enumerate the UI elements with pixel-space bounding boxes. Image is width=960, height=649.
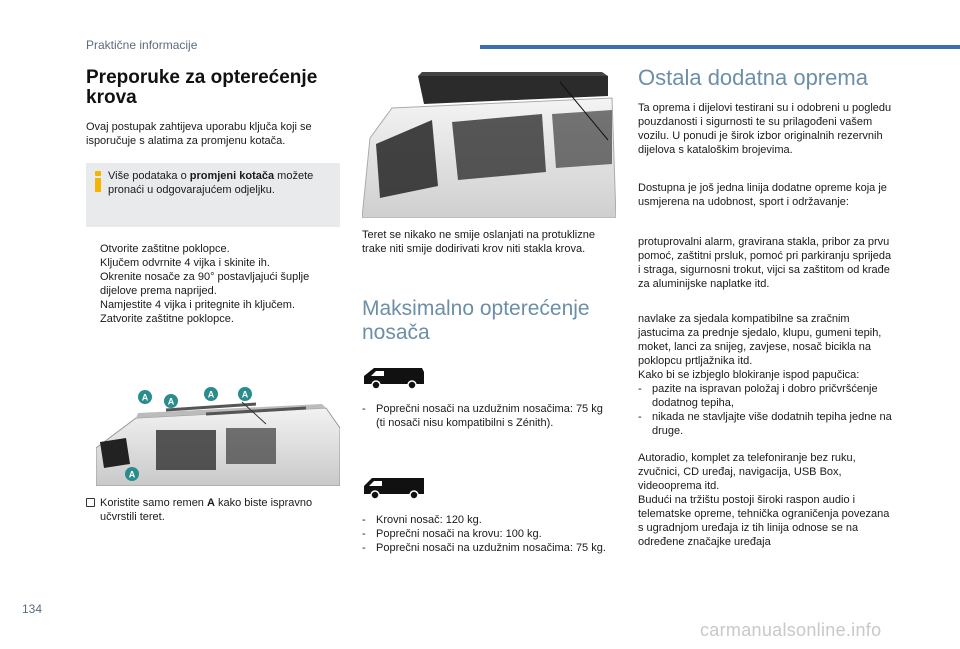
info-link-text: promjeni kotača xyxy=(189,170,275,182)
list-item: - pazite na ispravan položaj i dobro pričvršćenje dodatnog tepiha, xyxy=(638,383,878,409)
van2-load-list xyxy=(362,513,612,555)
accessories-p3: protuprovalni alarm, gravirana stakla, pribor za prvu pomoć, zaštitni prsluk, pomoć pri parkiranju sprijeda i straga, sigurnosni trokut, vijci sa zaštitom od krađe za aluminijske naplatke itd. xyxy=(638,236,892,290)
callout-letter: A xyxy=(128,469,136,480)
info-icon xyxy=(94,171,102,191)
step-item: Zatvorite zaštitne poklopce. xyxy=(100,313,234,325)
strap-note xyxy=(86,496,342,524)
accessories-title: Ostala dodatna oprema xyxy=(638,65,868,90)
callout-letter: A xyxy=(207,389,215,400)
accessories-p2: Dostupna je još jedna linija dodatne opreme koja je usmjerena na udobnost, sport i održavanje: xyxy=(638,182,887,208)
info-text: Više podataka o promjeni kotača možete pronaći u odgovarajućem odjeljku. xyxy=(108,170,314,196)
van1-load-list xyxy=(362,402,612,430)
page-title: Preporuke za opterećenje krova xyxy=(86,67,318,108)
intro-text: Ovaj postupak zahtijeva uporabu ključa koji se isporučuje s alatima za promjenu kotača. xyxy=(86,121,312,147)
checkbox-bullet-icon xyxy=(86,498,95,507)
van-short-icon xyxy=(362,364,426,395)
strap-item: Koristite samo remen A kako biste ispravno učvrstili teret. xyxy=(86,496,342,524)
list-item: - Poprečni nosači na uzdužnim nosačima: 75 kg (ti nosači nisu kompatibilni s Zénith). xyxy=(362,403,603,429)
callout-letter: A xyxy=(141,392,149,403)
step-item: Namjestite 4 vijka i pritegnite ih ključem. xyxy=(100,299,296,311)
list-item: - nikada ne stavljajte više dodatnih tepiha jedne na druge. xyxy=(638,411,892,437)
list-item: - Poprečni nosači na uzdužnim nosačima: 75 kg. xyxy=(362,542,606,554)
max-load-title: Maksimalno opterećenje nosača xyxy=(362,297,590,344)
dash-marker: - xyxy=(362,528,366,540)
callout-letter: A xyxy=(167,396,175,407)
accessories-p5: Autoradio, komplet za telefoniranje bez ruku, zvučnici, CD uređaj, navigacija, USB Box, videooprema itd. Budući na tržištu postoji široki raspon audio i telematske opreme, tehnička ograničenja povezana s ugradnjom uređaja iz tih linija odnose se na određene značajke uređaja xyxy=(638,452,890,548)
dash-marker: - xyxy=(362,514,366,526)
dash-marker: - xyxy=(362,403,366,415)
dash-marker: - xyxy=(638,411,642,423)
list-item: - Krovni nosač: 120 kg. xyxy=(362,514,482,526)
watermark: carmanualsonline.info xyxy=(700,620,882,640)
van-long-icon xyxy=(362,474,426,505)
dash-marker: - xyxy=(362,542,366,554)
accessories-p1: Ta oprema i dijelovi testirani su i odobreni u pogledu pouzdanosti i sigurnosti te su prilagođeni vašem vozilu. U ponudi je širok izbor originalnih rezervnih dijelova s kataloškim brojevima. xyxy=(638,102,892,156)
mat-warning-list xyxy=(638,382,896,438)
step-item: Otvorite zaštitne poklopce. xyxy=(100,243,230,255)
section-label: Praktične informacije xyxy=(86,38,198,52)
roof-bars-photo xyxy=(96,378,340,486)
info-box xyxy=(86,163,340,227)
steps-list xyxy=(86,242,342,326)
roof-caption: Teret se nikako ne smije oslanjati na protuklizne trake niti smije dodirivati krov niti stakla krova. xyxy=(362,229,595,255)
callout-letter: A xyxy=(241,389,249,400)
step-item: Ključem odvrnite 4 vijka i skinite ih. xyxy=(100,257,270,269)
step-item: Okrenite nosače za 90° postavljajući šuplje dijelove prema naprijed. xyxy=(100,271,310,297)
accessories-p4: navlake za sjedala kompatibilne sa zračnim jastucima za prednje sjedalo, klupu, gumeni tepih, moket, lanci za snijeg, zavjese, nosač bicikla na poklopcu prtljažnika itd. Kako bi se izbjeglo blokiranje ispod papučica: xyxy=(638,313,882,381)
dash-marker: - xyxy=(638,383,642,395)
header-bar xyxy=(480,45,960,49)
list-item: - Poprečni nosači na krovu: 100 kg. xyxy=(362,528,542,540)
roof-box-photo xyxy=(362,68,616,218)
page-number: 134 xyxy=(22,602,43,616)
